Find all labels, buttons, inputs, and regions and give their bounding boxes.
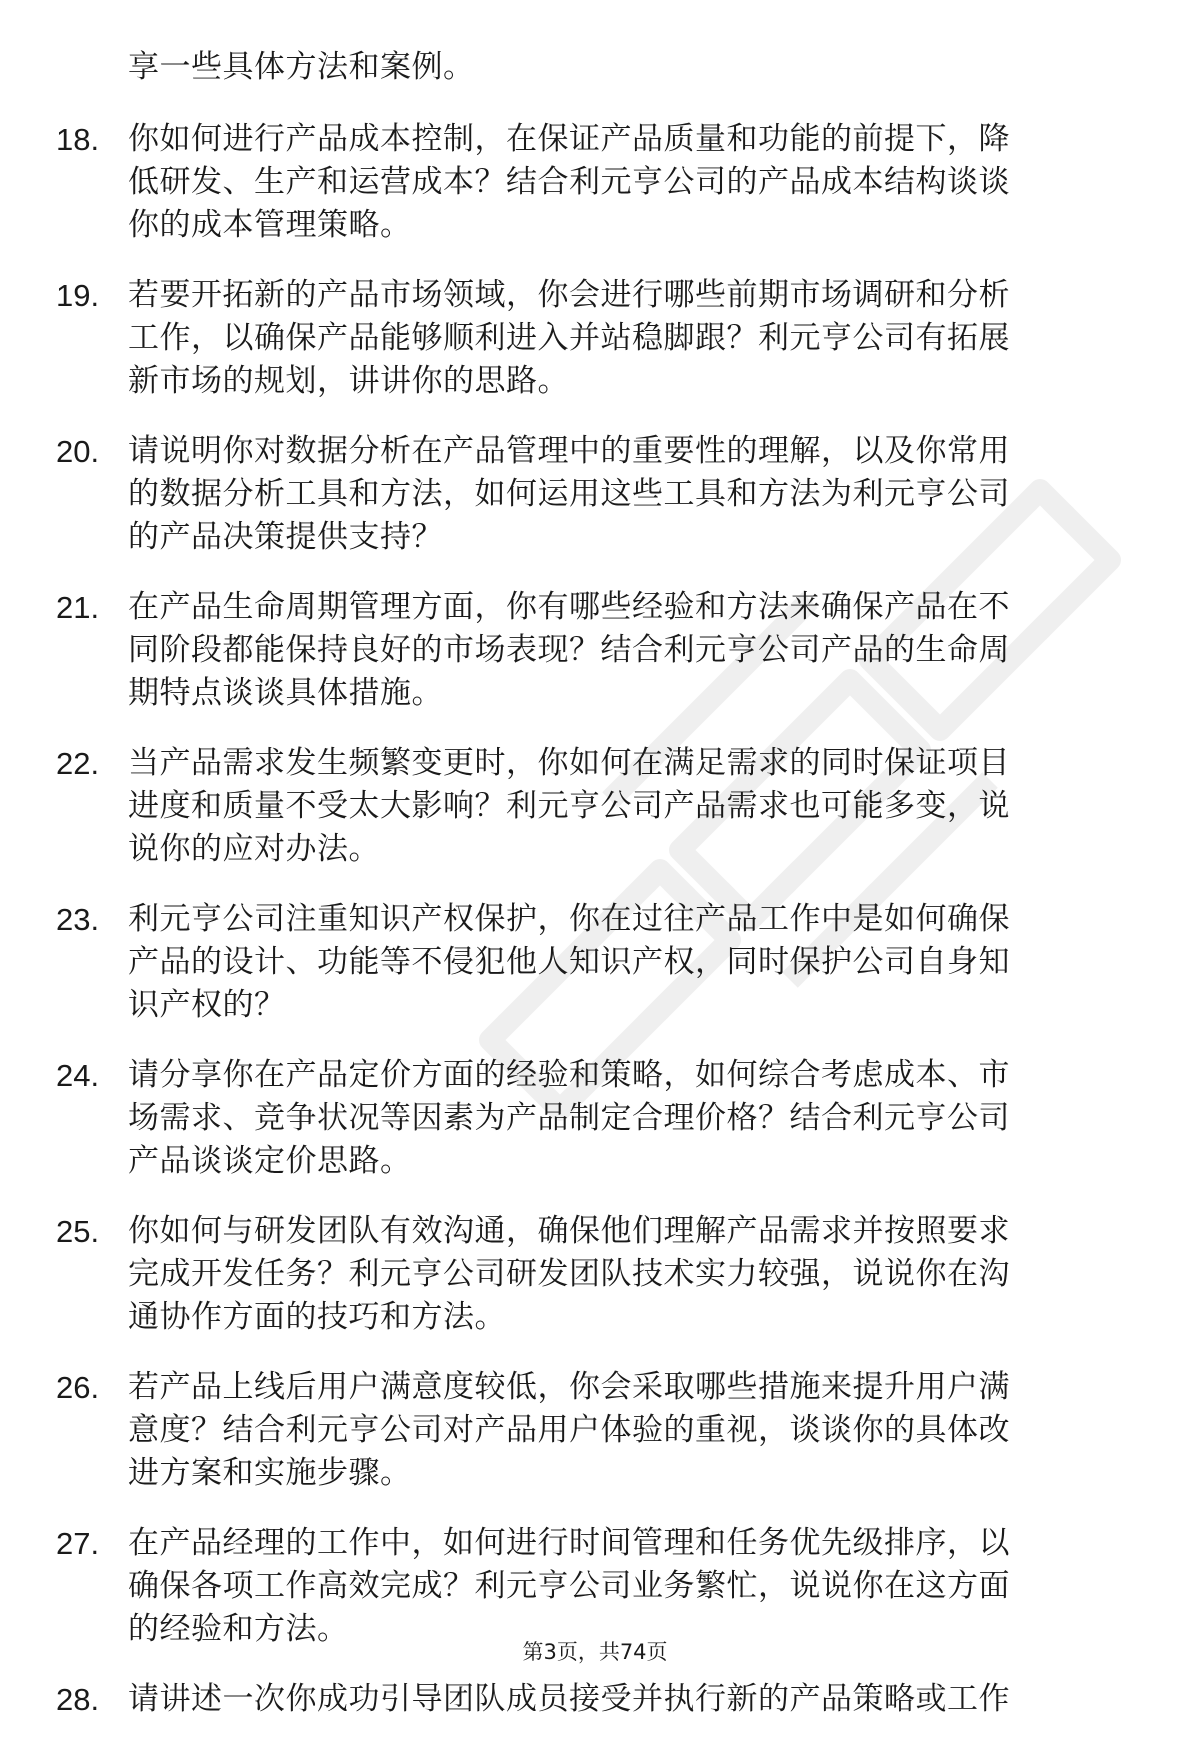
question-line: 若产品上线后用户满意度较低，你会采取哪些措施来提升用户满 <box>128 1369 1010 1405</box>
question-number: 20. <box>56 434 100 469</box>
question-line: 请讲述一次你成功引导团队成员接受并执行新的产品策略或工作 <box>128 1681 1010 1717</box>
question-line: 说你的应对办法。 <box>128 831 380 867</box>
question-text <box>128 586 1116 715</box>
list-item <box>56 1522 1116 1651</box>
question-number: 27. <box>56 1526 100 1561</box>
question-number: 24. <box>56 1058 100 1093</box>
question-line: 意度？结合利元亨公司对产品用户体验的重视，谈谈你的具体改 <box>128 1412 1010 1448</box>
list-item <box>56 1210 1116 1339</box>
question-line: 的数据分析工具和方法，如何运用这些工具和方法为利元亨公司 <box>128 476 1010 512</box>
question-line: 工作，以确保产品能够顺利进入并站稳脚跟？利元亨公司有拓展 <box>128 320 1010 356</box>
list-item <box>56 1678 1116 1721</box>
question-number: 18. <box>56 122 100 157</box>
question-line: 低研发、生产和运营成本？结合利元亨公司的产品成本结构谈谈 <box>128 164 1010 200</box>
question-line: 请分享你在产品定价方面的经验和策略，如何综合考虑成本、市 <box>128 1057 1010 1093</box>
list-item <box>56 118 1116 247</box>
list-item <box>56 586 1116 715</box>
document-body <box>56 46 1116 1748</box>
question-line: 你如何进行产品成本控制，在保证产品质量和功能的前提下，降 <box>128 121 1010 157</box>
question-line: 若要开拓新的产品市场领域，你会进行哪些前期市场调研和分析 <box>128 277 1010 313</box>
question-line: 在产品生命周期管理方面，你有哪些经验和方法来确保产品在不 <box>128 589 1010 625</box>
list-item <box>56 274 1116 403</box>
question-line: 完成开发任务？利元亨公司研发团队技术实力较强，说说你在沟 <box>128 1256 1010 1292</box>
question-line: 同阶段都能保持良好的市场表现？结合利元亨公司产品的生命周 <box>128 632 1010 668</box>
page-footer: 第3页，共74页 <box>522 1640 668 1664</box>
question-text <box>128 742 1116 871</box>
question-number: 21. <box>56 590 100 625</box>
question-line: 识产权的？ <box>128 987 286 1023</box>
question-text <box>128 898 1116 1027</box>
question-number: 28. <box>56 1682 100 1717</box>
question-line: 的经验和方法。 <box>128 1611 349 1647</box>
question-line: 请说明你对数据分析在产品管理中的重要性的理解，以及你常用 <box>128 433 1010 469</box>
question-line: 你如何与研发团队有效沟通，确保他们理解产品需求并按照要求 <box>128 1213 1010 1249</box>
continued-text: 享一些具体方法和案例。 <box>128 49 475 85</box>
question-line: 当产品需求发生频繁变更时，你如何在满足需求的同时保证项目 <box>128 745 1010 781</box>
question-line: 进方案和实施步骤。 <box>128 1455 412 1491</box>
question-text <box>128 1678 1116 1721</box>
question-line: 进度和质量不受太大影响？利元亨公司产品需求也可能多变，说 <box>128 788 1010 824</box>
question-number: 23. <box>56 902 100 937</box>
question-list <box>56 118 1116 1721</box>
question-line: 产品的设计、功能等不侵犯他人知识产权，同时保护公司自身知 <box>128 944 1010 980</box>
question-line: 利元亨公司注重知识产权保护，你在过往产品工作中是如何确保 <box>128 901 1010 937</box>
question-line: 你的成本管理策略。 <box>128 207 412 243</box>
question-number: 22. <box>56 746 100 781</box>
question-line: 新市场的规划，讲讲你的思路。 <box>128 363 569 399</box>
list-item <box>56 742 1116 871</box>
question-line: 确保各项工作高效完成？利元亨公司业务繁忙，说说你在这方面 <box>128 1568 1010 1604</box>
question-line: 产品谈谈定价思路。 <box>128 1143 412 1179</box>
question-text <box>128 1366 1116 1495</box>
question-line: 场需求、竞争状况等因素为产品制定合理价格？结合利元亨公司 <box>128 1100 1010 1136</box>
question-number: 26. <box>56 1370 100 1405</box>
question-line: 在产品经理的工作中，如何进行时间管理和任务优先级排序，以 <box>128 1525 1010 1561</box>
question-text <box>128 1054 1116 1183</box>
question-text <box>128 1210 1116 1339</box>
question-text <box>128 430 1116 559</box>
list-item <box>56 898 1116 1027</box>
question-number: 25. <box>56 1214 100 1249</box>
list-item <box>56 1054 1116 1183</box>
question-line: 期特点谈谈具体措施。 <box>128 675 443 711</box>
question-line: 的产品决策提供支持？ <box>128 519 443 555</box>
list-item <box>56 430 1116 559</box>
question-text <box>128 118 1116 247</box>
list-item <box>56 1366 1116 1495</box>
question-line: 通协作方面的技巧和方法。 <box>128 1299 506 1335</box>
question-text <box>128 274 1116 403</box>
question-number: 19. <box>56 278 100 313</box>
question-text <box>128 1522 1116 1651</box>
